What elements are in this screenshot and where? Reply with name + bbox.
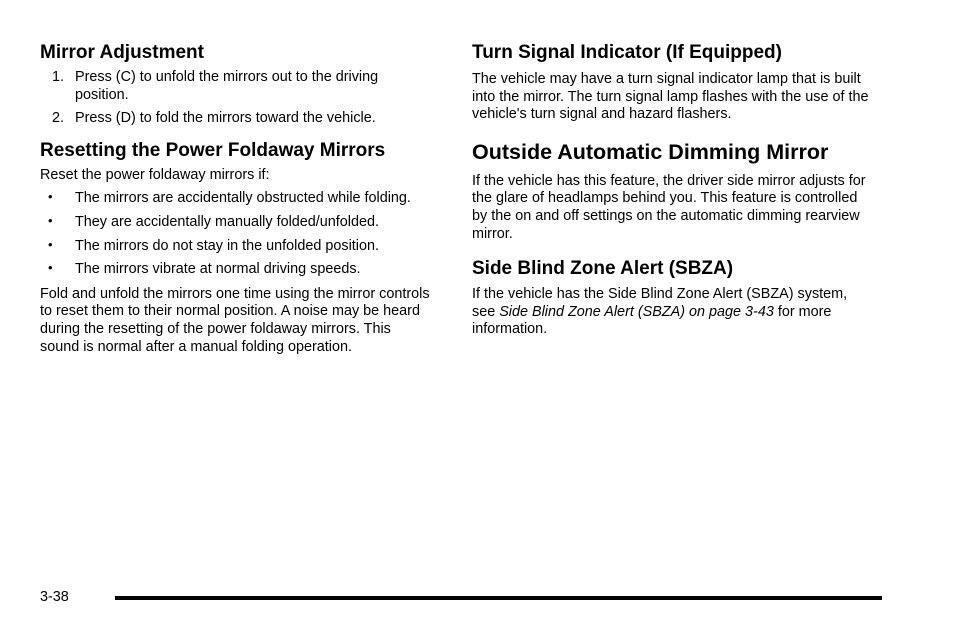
step-1-number: 1. [52, 69, 65, 85]
sbza-page-reference-link[interactable]: Side Blind Zone Alert (SBZA) on page 3-43 [499, 303, 774, 320]
sbza-body-after: for more information. [472, 303, 832, 338]
bullet-item [40, 261, 432, 279]
left-column [40, 42, 432, 356]
resetting-heading: Resetting the Power Foldaway Mirrors [40, 139, 386, 161]
bullet-text: The mirrors vibrate at normal driving speeds. [75, 261, 361, 278]
bullet-mark: • [48, 189, 53, 205]
page-number: 3-38 [40, 589, 69, 605]
bullet-item [40, 190, 432, 208]
sbza-heading: Side Blind Zone Alert (SBZA) [472, 258, 734, 280]
right-column [472, 42, 872, 339]
bullet-item [40, 238, 432, 256]
step-2-number: 2. [52, 110, 65, 127]
sbza-body [472, 286, 872, 339]
bullet-mark: • [48, 260, 53, 276]
step-2-text: Press (D) to fold the mirrors toward the vehicle. [75, 110, 376, 127]
turn-signal-heading: Turn Signal Indicator (If Equipped) [472, 42, 782, 63]
bullet-mark: • [48, 212, 53, 228]
dimming-mirror-heading: Outside Automatic Dimming Mirror [472, 139, 829, 164]
bullet-item [40, 214, 432, 232]
step-1 [40, 69, 432, 104]
step-2 [40, 110, 432, 128]
turn-signal-body: The vehicle may have a turn signal indicator lamp that is built into the mirror. The turn signal lamp flashes with the use of the vehicle's turn signal and hazard flashers. [472, 71, 869, 123]
step-1-text: Press (C) to unfold the mirrors out to the driving position. [75, 69, 379, 103]
mirror-adjustment-heading: Mirror Adjustment [40, 42, 204, 63]
bullet-text: The mirrors do not stay in the unfolded position. [75, 237, 379, 254]
resetting-closing: Fold and unfold the mirrors one time using the mirror controls to reset them to their normal position. A noise may be heard during the resetting of the power foldaway mirrors. This sound is normal after a manual folding operation. [40, 285, 430, 355]
dimming-mirror-body: If the vehicle has this feature, the driver side mirror adjusts for the glare of headlamps behind you. This feature is controlled by the on and off settings on the automatic dimming rearview mirror. [472, 172, 866, 242]
bullet-text: They are accidentally manually folded/unfolded. [75, 213, 379, 230]
bullet-mark: • [48, 236, 53, 252]
resetting-intro: Reset the power foldaway mirrors if: [40, 166, 270, 183]
sbza-body-before: If the vehicle has the Side Blind Zone Alert (SBZA) system, see [472, 286, 848, 320]
footer-rule [115, 596, 882, 600]
bullet-text: The mirrors are accidentally obstructed while folding. [75, 190, 411, 207]
